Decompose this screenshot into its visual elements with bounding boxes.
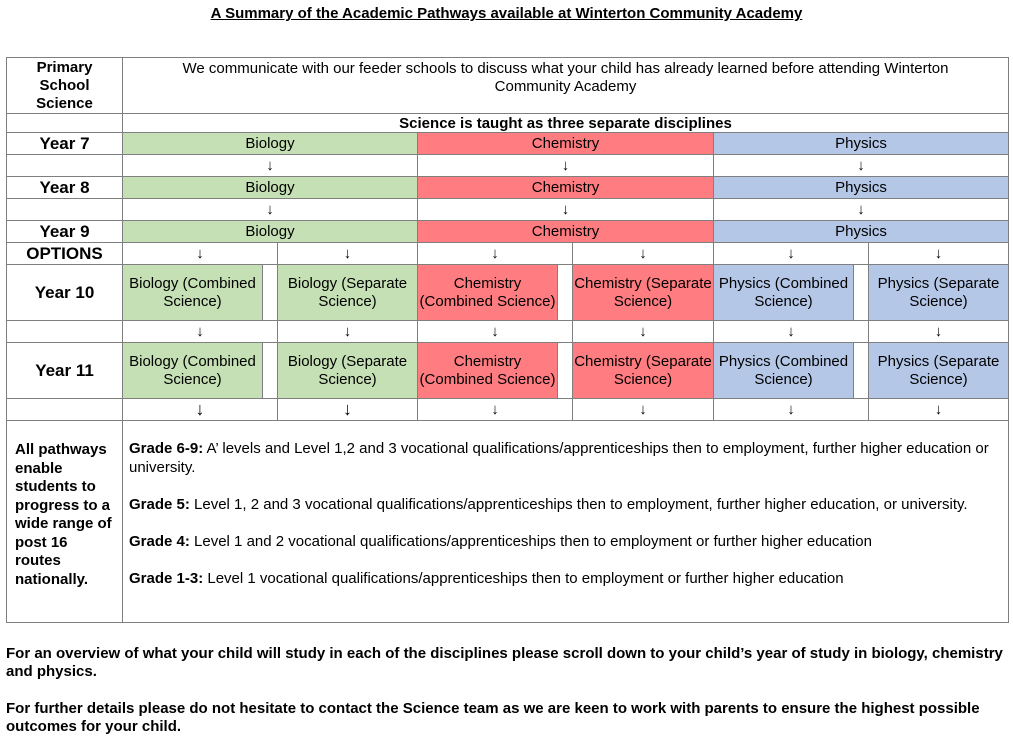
- grade-label: Grade 6-9:: [129, 440, 204, 457]
- spacer-cell: [558, 265, 573, 321]
- pathways-row: [7, 421, 1009, 623]
- down-arrow-icon: ↓: [123, 399, 278, 421]
- year-8-label: Year 8: [7, 177, 123, 199]
- down-arrow-icon: ↓: [573, 243, 714, 265]
- spacer-cell: [263, 265, 278, 321]
- physics-combined-cell: Physics (Combined Science): [714, 265, 854, 321]
- down-arrow-icon: ↓: [123, 243, 278, 265]
- grade-item: [129, 533, 1000, 552]
- grade-text: A’ levels and Level 1,2 and 3 vocational qualifications/apprenticeships then to employment, further higher education or university.: [129, 440, 989, 476]
- arrow-row: [7, 155, 1009, 177]
- footer-overview: For an overview of what your child will study in each of the disciplines please scroll down to your child’s year of study in biology, chemistry and physics.: [6, 645, 1003, 680]
- spacer-cell: [854, 343, 869, 399]
- empty-cell: [7, 114, 123, 133]
- year-11-row: [7, 343, 1009, 399]
- chemistry-separate-cell: Chemistry (Separate Science): [573, 343, 714, 399]
- options-label: OPTIONS: [7, 243, 123, 265]
- physics-combined-cell: Physics (Combined Science): [714, 343, 854, 399]
- footer-contact: For further details please do not hesitate to contact the Science team as we are keen to work with parents to ensure the highest possible outcomes for your child.: [6, 700, 980, 735]
- primary-text: We communicate with our feeder schools to discuss what your child has already learned before attending Winterton Community Academy: [123, 58, 1009, 114]
- physics-cell: Physics: [714, 177, 1009, 199]
- empty-cell: [7, 321, 123, 343]
- down-arrow-icon: ↓: [714, 199, 1009, 221]
- grade-text: Level 1 and 2 vocational qualifications/apprenticeships then to employment or further higher education: [189, 532, 872, 550]
- chemistry-cell: Chemistry: [418, 133, 714, 155]
- year-9-label: Year 9: [7, 221, 123, 243]
- arrow-row: [7, 199, 1009, 221]
- down-arrow-icon: ↓: [714, 243, 869, 265]
- down-arrow-icon: ↓: [278, 243, 418, 265]
- chemistry-separate-cell: Chemistry (Separate Science): [573, 265, 714, 321]
- down-arrow-icon: ↓: [573, 399, 714, 421]
- year-10-label: Year 10: [7, 265, 123, 321]
- pathways-table: [6, 57, 1009, 623]
- arrow-row: [7, 399, 1009, 421]
- grade-item: [129, 570, 1000, 589]
- down-arrow-icon: ↓: [123, 321, 278, 343]
- down-arrow-icon: ↓: [573, 321, 714, 343]
- down-arrow-icon: ↓: [418, 243, 573, 265]
- empty-cell: [7, 199, 123, 221]
- down-arrow-icon: ↓: [418, 321, 573, 343]
- grade-label: Grade 5:: [129, 495, 190, 513]
- down-arrow-icon: ↓: [714, 321, 869, 343]
- down-arrow-icon: ↓: [418, 199, 714, 221]
- header-row: [7, 114, 1009, 133]
- year-7-row: [7, 133, 1009, 155]
- chemistry-cell: Chemistry: [418, 177, 714, 199]
- grade-text: Level 1, 2 and 3 vocational qualifications/apprenticeships then to employment, further higher education, or university.: [189, 495, 968, 513]
- grade-item: [129, 496, 1000, 515]
- grade-label: Grade 4:: [129, 532, 190, 550]
- options-row: [7, 243, 1009, 265]
- down-arrow-icon: ↓: [123, 155, 418, 177]
- biology-separate-cell: Biology (Separate Science): [278, 343, 418, 399]
- empty-cell: [7, 155, 123, 177]
- primary-row: [7, 58, 1009, 114]
- down-arrow-icon: ↓: [418, 155, 714, 177]
- down-arrow-icon: ↓: [869, 399, 1009, 421]
- down-arrow-icon: ↓: [418, 399, 573, 421]
- biology-cell: Biology: [123, 221, 418, 243]
- spacer-cell: [263, 343, 278, 399]
- biology-combined-cell: Biology (Combined Science): [123, 343, 263, 399]
- grade-text: Level 1 vocational qualifications/apprenticeships then to employment or further higher education: [203, 569, 844, 587]
- grades-cell: [123, 421, 1009, 623]
- physics-separate-cell: Physics (Separate Science): [869, 265, 1009, 321]
- physics-separate-cell: Physics (Separate Science): [869, 343, 1009, 399]
- down-arrow-icon: ↓: [869, 243, 1009, 265]
- chemistry-combined-cell: Chemistry (Combined Science): [418, 265, 558, 321]
- primary-label: Primary School Science: [7, 58, 123, 114]
- disciplines-header: Science is taught as three separate disciplines: [123, 114, 1009, 133]
- year-8-row: [7, 177, 1009, 199]
- down-arrow-icon: ↓: [278, 321, 418, 343]
- down-arrow-icon: ↓: [123, 199, 418, 221]
- year-10-row: [7, 265, 1009, 321]
- biology-combined-cell: Biology (Combined Science): [123, 265, 263, 321]
- page-title: A Summary of the Academic Pathways available at Winterton Community Academy: [210, 5, 803, 22]
- chemistry-combined-cell: Chemistry (Combined Science): [418, 343, 558, 399]
- chemistry-cell: Chemistry: [418, 221, 714, 243]
- grade-label: Grade 1-3:: [129, 569, 204, 587]
- biology-separate-cell: Biology (Separate Science): [278, 265, 418, 321]
- year-7-label: Year 7: [7, 133, 123, 155]
- arrow-row: [7, 321, 1009, 343]
- down-arrow-icon: ↓: [278, 399, 418, 421]
- pathways-label: All pathways enable students to progress to a wide range of post 16 routes nationally.: [7, 421, 123, 623]
- down-arrow-icon: ↓: [714, 399, 869, 421]
- down-arrow-icon: ↓: [869, 321, 1009, 343]
- spacer-cell: [558, 343, 573, 399]
- down-arrow-icon: ↓: [714, 155, 1009, 177]
- physics-cell: Physics: [714, 133, 1009, 155]
- spacer-cell: [854, 265, 869, 321]
- year-11-label: Year 11: [7, 343, 123, 399]
- year-9-row: [7, 221, 1009, 243]
- physics-cell: Physics: [714, 221, 1009, 243]
- grade-item: [129, 440, 1000, 477]
- empty-cell: [7, 399, 123, 421]
- biology-cell: Biology: [123, 177, 418, 199]
- biology-cell: Biology: [123, 133, 418, 155]
